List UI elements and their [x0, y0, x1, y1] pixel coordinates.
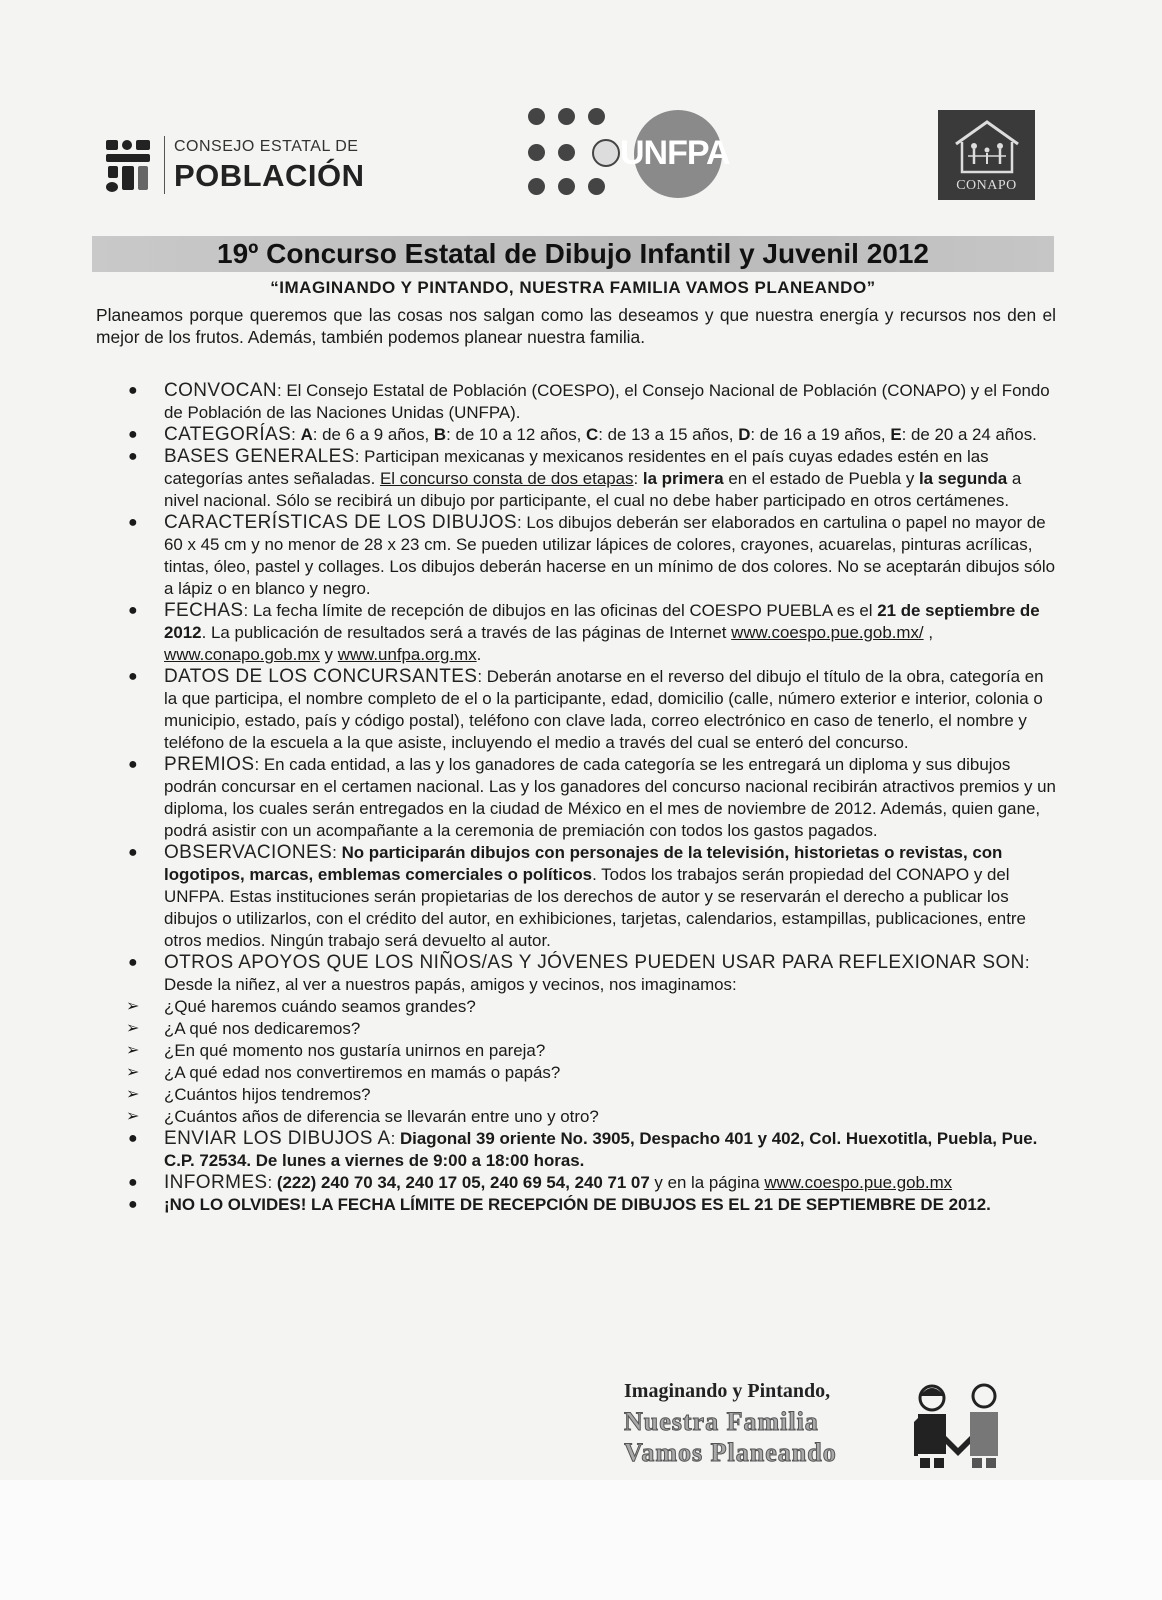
item-text: : Desde la niñez, al ver a nuestros papás, amigos y vecinos, nos imaginamos: [164, 953, 1030, 994]
item-text: : [633, 469, 643, 488]
list-item-caracteristicas [96, 512, 1058, 600]
bullet-icon: ● [128, 448, 138, 465]
address-text: Diagonal 39 oriente No. 3905, Despacho 401 y 402, Col. Huexotitla, Puebla, Pue. C.P. 72534. De lunes a viernes de 9:00 a 18:00 horas. [164, 1129, 1038, 1170]
item-text: : [291, 425, 301, 444]
category-letter: C [586, 425, 599, 444]
footer-line3: Vamos Planeando [624, 1438, 837, 1464]
item-heading: BASES GENERALES [164, 446, 355, 467]
bullet-icon: ● [128, 382, 138, 399]
question-item [96, 996, 1058, 1018]
bold-text: No participarán dibujos con personajes de la televisión, historietas o revistas, con logotipos, marcas, emblemas comerciales o políticos [164, 843, 1003, 884]
question-text: ¿A qué nos dedicaremos? [164, 1019, 361, 1038]
question-text: ¿Qué haremos cuándo seamos grandes? [164, 997, 476, 1016]
link-conapo[interactable]: www.conapo.gob.mx [164, 645, 320, 664]
bullet-icon: ● [128, 602, 138, 619]
link-unfpa[interactable]: www.unfpa.org.mx [337, 645, 477, 664]
coespo-name-line1: CONSEJO ESTATAL DE [174, 138, 359, 155]
conapo-logo [938, 110, 1035, 200]
item-text: en el estado de Puebla y [723, 469, 919, 488]
item-heading: OBSERVACIONES [164, 842, 333, 863]
bullet-icon: ● [128, 668, 138, 685]
unfpa-wordmark: UNFPA [620, 134, 730, 172]
coespo-name-line2: POBLACIÓN [174, 158, 365, 193]
item-text: : [390, 1129, 400, 1148]
category-letter: A [300, 425, 313, 444]
family-icon [896, 1378, 1014, 1474]
list-item-datos [96, 666, 1058, 754]
category-range: : de 20 a 24 años. [901, 425, 1037, 444]
list-item-enviar [96, 1128, 1058, 1172]
item-text: y [319, 645, 338, 664]
arrow-bullet-icon: ➢ [126, 1086, 140, 1103]
item-text: . La publicación de resultados será a través de las páginas de Internet [201, 623, 732, 642]
category-range: : de 6 a 9 años, [312, 425, 434, 444]
underlined-text: El concurso consta de dos etapas [379, 469, 634, 488]
item-text: : El Consejo Estatal de Población (COESPO), el Consejo Nacional de Población (CONAPO) y el Fondo de Población de las Naciones Unidas (UNFPA). [164, 381, 1050, 422]
bold-text: la primera [642, 469, 724, 488]
un-globe-icon [592, 139, 620, 167]
bullet-icon: ● [128, 1174, 138, 1191]
bullet-icon: ● [128, 1130, 138, 1147]
question-text: ¿Cuántos hijos tendremos? [164, 1085, 371, 1104]
item-heading: DATOS DE LOS CONCURSANTES [164, 666, 478, 687]
unfpa-logo [528, 106, 728, 202]
deadline-date: 21 de septiembre de 2012 [164, 601, 1040, 642]
arrow-bullet-icon: ➢ [126, 1108, 140, 1125]
coespo-logo [106, 134, 376, 198]
item-heading: INFORMES [164, 1172, 268, 1193]
page-title: 19º Concurso Estatal de Dibujo Infantil y Juvenil 2012 [217, 238, 929, 269]
bullet-icon: ● [128, 1196, 138, 1213]
category-range: : de 13 a 15 años, [598, 425, 739, 444]
item-heading: ENVIAR LOS DIBUJOS A [164, 1128, 391, 1149]
item-text: : En cada entidad, a las y los ganadores de cada categoría se les entregará un diploma y sus dibujos podrán concursar en el certamen nacional. Las y los ganadores del concurso nacional recibirán atractivos premios y un diploma, los cuales serán entregados en la ciudad de México en el mes de noviembre de 2012. Además, quien gane, podrá asistir con un acompañante a la ceremonia de premiación con todos los gastos pagados. [164, 755, 1056, 840]
link-coespo-informes[interactable]: www.coespo.pue.gob.mx [764, 1173, 953, 1192]
item-text: : [332, 843, 342, 862]
item-heading: OTROS APOYOS QUE LOS NIÑOS/AS Y JÓVENES PUEDEN USAR PARA REFLEXIONAR SON [164, 952, 1025, 973]
coespo-divider [164, 136, 165, 194]
bullet-icon: ● [128, 426, 138, 443]
item-text: : Los dibujos deberán ser elaborados en cartulina o papel no mayor de 60 x 45 cm y no menor de 28 x 23 cm. Se pueden utilizar lápices de colores, crayones, acuarelas, pinturas acrílicas, tintas, óleo, pastel y collages. Los dibujos deberán hacerse en un mínimo de dos colores. No se aceptarán dibujos sólo a lápiz o en blanco y negro. [164, 513, 1056, 598]
question-text: ¿A qué edad nos convertiremos en mamás o papás? [164, 1063, 561, 1082]
bases-list [96, 380, 1058, 1216]
reminder-text: ¡NO LO OLVIDES! LA FECHA LÍMITE DE RECEPCIÓN DE DIBUJOS ES EL 21 DE SEPTIEMBRE DE 2012. [164, 1195, 991, 1214]
conapo-wordmark: CONAPO [956, 178, 1017, 193]
coespo-emblem-icon [106, 140, 156, 194]
item-text: : [267, 1173, 277, 1192]
list-item-observaciones [96, 842, 1058, 952]
item-text: . Todos los trabajos serán propiedad del CONAPO y del UNFPA. Estas instituciones serán propietarias de los derechos de autor y se reservarán el derecho a publicar los dibujos o utilizarlos, con el crédito del autor, en exhibiciones, tarjetas, calendarios, estampillas, publicaciones, entre otros medios. Ningún trabajo será devuelto al autor. [164, 865, 1026, 950]
house-family-icon [952, 118, 1022, 176]
item-heading: CONVOCAN [164, 380, 277, 401]
phone-numbers: (222) 240 70 34, 240 17 05, 240 69 54, 240 71 07 [276, 1173, 650, 1192]
item-text: a nivel nacional. Sólo se recibirá un dibujo por participante, el cual no debe haber participado en otros certámenes. [164, 469, 1022, 510]
list-item-categorias [96, 424, 1058, 446]
list-item-bases [96, 446, 1058, 512]
question-item [96, 1018, 1058, 1040]
item-heading: PREMIOS [164, 754, 255, 775]
list-item-premios [96, 754, 1058, 842]
item-text: . [476, 645, 482, 664]
category-range: : de 16 a 19 años, [750, 425, 891, 444]
item-text: : Deberán anotarse en el reverso del dibujo el título de la obra, categoría en la que participa, el nombre completo de el o la participante, edad, domicilio (calle, número exterior e interior, colonia o municipio, estado, país y código postal), teléfono con clave lada, correo electrónico en caso de tenerlo, el nombre y teléfono de la escuela a la que asiste, incluyendo el medio a través del cual se enteró del concurso. [164, 667, 1044, 752]
list-item-recordatorio [96, 1194, 1058, 1216]
item-text: y en la página [649, 1173, 765, 1192]
title-band [92, 236, 1054, 272]
question-item [96, 1106, 1058, 1128]
question-item [96, 1040, 1058, 1062]
arrow-bullet-icon: ➢ [126, 998, 140, 1015]
footer-slogan [624, 1380, 1016, 1474]
item-heading: FECHAS [164, 600, 244, 621]
arrow-bullet-icon: ➢ [126, 1020, 140, 1037]
item-heading: CARACTERÍSTICAS DE LOS DIBUJOS [164, 512, 518, 533]
item-text: : Participan mexicanas y mexicanos residentes en el país cuyas edades estén en las categorías antes señaladas. [164, 447, 989, 488]
question-text: ¿Cuántos años de diferencia se llevarán entre uno y otro? [164, 1107, 599, 1126]
list-item-otros [96, 952, 1058, 996]
bullet-icon: ● [128, 756, 138, 773]
arrow-bullet-icon: ➢ [126, 1064, 140, 1081]
arrow-bullet-icon: ➢ [126, 1042, 140, 1059]
list-item-informes [96, 1172, 1058, 1194]
bullet-icon: ● [128, 844, 138, 861]
category-letter: D [738, 425, 751, 444]
question-text: ¿En qué momento nos gustaría unirnos en pareja? [164, 1041, 546, 1060]
bullet-icon: ● [128, 514, 138, 531]
list-item-convocan [96, 380, 1058, 424]
category-letter: E [890, 425, 902, 444]
question-item [96, 1062, 1058, 1084]
slogan: “IMAGINANDO Y PINTANDO, NUESTRA FAMILIA VAMOS PLANEANDO” [270, 278, 876, 297]
category-range: : de 10 a 12 años, [446, 425, 587, 444]
bold-text: la segunda [918, 469, 1008, 488]
list-item-fechas [96, 600, 1058, 666]
item-text: , [923, 623, 934, 642]
footer-line2: Nuestra Familia [624, 1407, 819, 1436]
item-heading: CATEGORÍAS [164, 424, 292, 445]
item-text: : La fecha límite de recepción de dibujos en las oficinas del COESPO PUEBLA es el [243, 601, 878, 620]
intro-paragraph: Planeamos porque queremos que las cosas nos salgan como las deseamos y que nuestra energía y recursos nos den el mejor de los frutos. Además, también podemos planear nuestra familia. [96, 305, 1056, 347]
bullet-icon: ● [128, 954, 138, 971]
question-item [96, 1084, 1058, 1106]
footer-line1: Imaginando y Pintando, [624, 1380, 831, 1402]
page-bottom-margin [0, 1480, 1162, 1600]
link-coespo[interactable]: www.coespo.pue.gob.mx/ [731, 623, 924, 642]
category-letter: B [433, 425, 447, 444]
